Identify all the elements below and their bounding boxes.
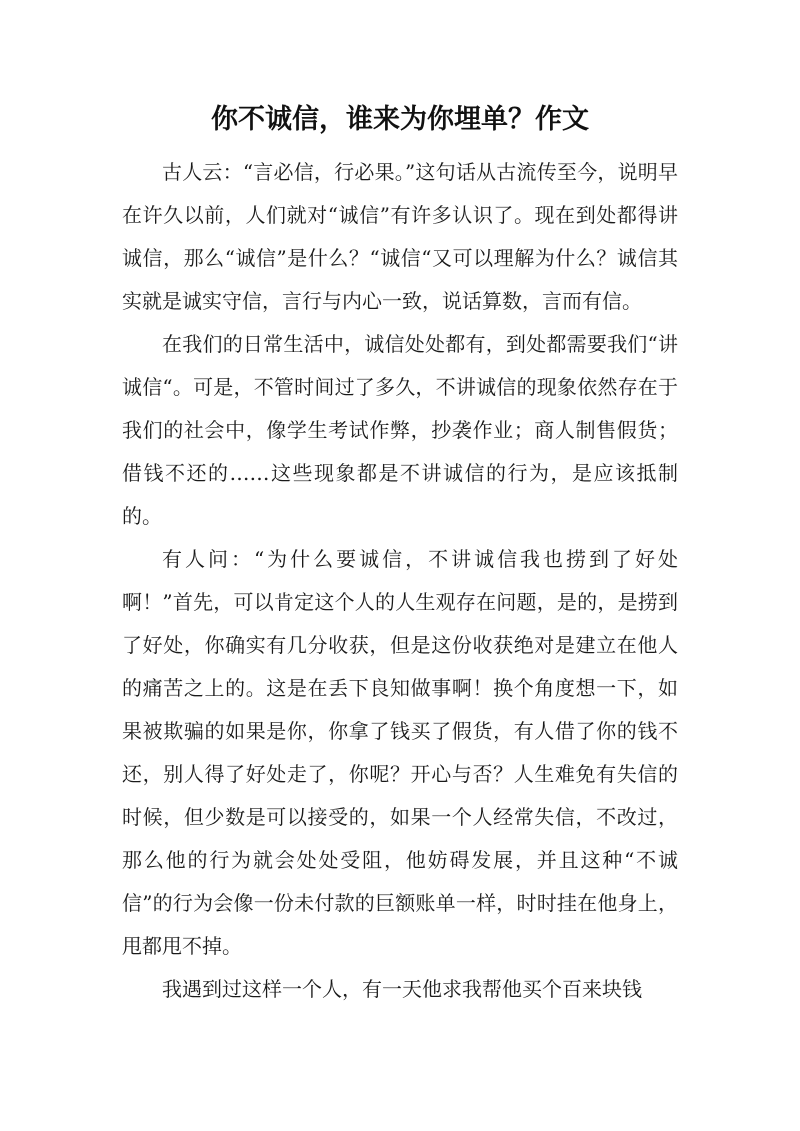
paragraph-4: 我遇到过这样一个人，有一天他求我帮他买个百来块钱 xyxy=(162,977,642,1001)
paragraph-1: 古人云：“言必信，行必果。”这句话从古流传至今，说明早在许久以前，人们就对“诚信”有许多认识了。现在到处都得讲诚信，那么“诚信”是什么？“诚信“又可以理解为什么？诚信其实就是诚实守信，言行与内心一致，说话算数，言而有信。 xyxy=(122,160,678,313)
document-body xyxy=(122,151,678,1011)
paragraph-2: 在我们的日常生活中，诚信处处都有，到处都需要我们“讲诚信“。可是，不管时间过了多久，不讲诚信的现象依然存在于我们的社会中，像学生考试作弊，抄袭作业；商人制售假货；借钱不还的……这些现象都是不讲诚信的行为，是应该抵制的。 xyxy=(122,332,678,528)
document-title: 你不诚信，谁来为你埋单？作文 xyxy=(211,104,589,135)
paragraph-3: 有人问：“为什么要诚信，不讲诚信我也捞到了好处啊！”首先，可以肯定这个人的人生观存在问题，是的，是捞到了好处，你确实有几分收获，但是这份收获绝对是建立在他人的痛苦之上的。这是在丢下良知做事啊！换个角度想一下，如果被欺骗的如果是你，你拿了钱买了假货，有人借了你的钱不还，别人得了好处走了，你呢？开心与否？人生难免有失信的时候，但少数是可以接受的，如果一个人经常失信，不改过，那么他的行为就会处处受阻，他妨碍发展，并且这种“不诚信”的行为会像一份未付款的巨额账单一样，时时挂在他身上，甩都甩不掉。 xyxy=(122,547,678,958)
